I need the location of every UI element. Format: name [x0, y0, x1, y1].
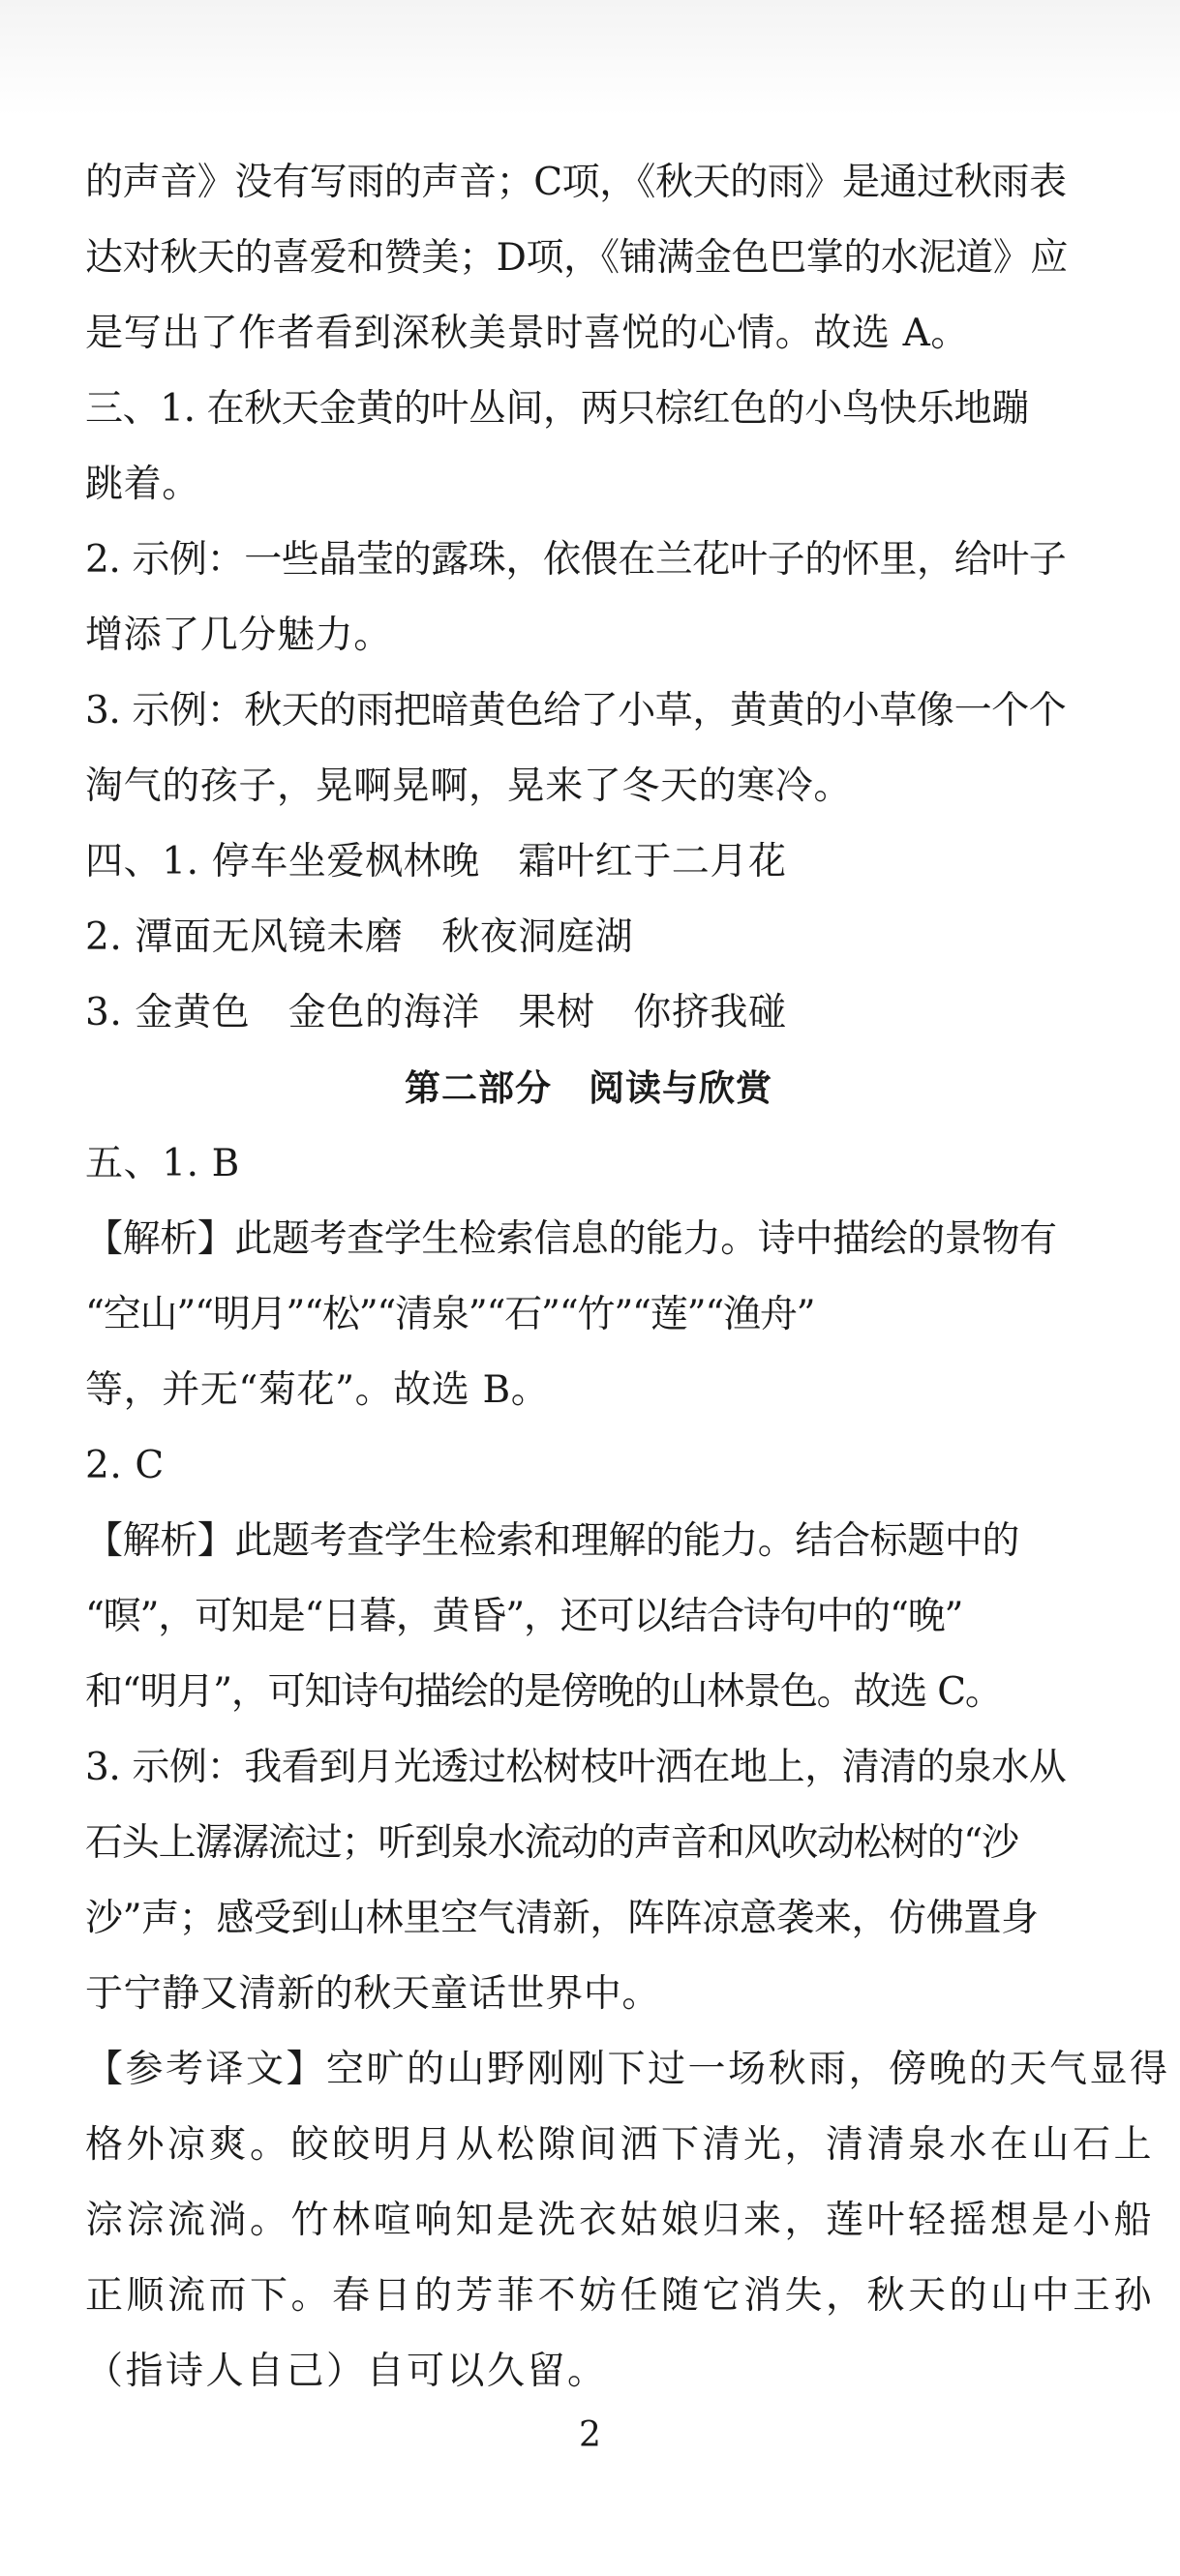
text-line: 3. 示例：秋天的雨把暗黄色给了小草，黄黄的小草像一个个 [85, 689, 1067, 733]
document-page [85, 145, 1170, 2410]
text-line: 三、1. 在秋天金黄的叶丛间，两只棕红色的小鸟快乐地蹦 [85, 387, 1029, 431]
text-line: “空山”“明月”“松”“清泉”“石”“竹”“莲”“渔舟” [85, 1293, 815, 1336]
translation-line: 淙淙流淌。竹林喧响知是洗衣姑娘归来，莲叶轻摇想是小船 [85, 2199, 1156, 2242]
text-line: 跳着。 [85, 463, 200, 506]
translation-line: （指诗人自己）自可以久留。 [85, 2350, 608, 2393]
page-number: 2 [579, 2415, 601, 2455]
text-line: 3. 示例：我看到月光透过松树枝叶洒在地上，清清的泉水从 [85, 1746, 1067, 1789]
text-line: 和“明月”，可知诗句描绘的是傍晚的山林景色。故选 C。 [85, 1670, 1002, 1714]
section-title: 第二部分 阅读与欣赏 [405, 1067, 772, 1109]
text-line: 2. 示例：一些晶莹的露珠，依偎在兰花叶子的怀里，给叶子 [85, 538, 1067, 582]
text-line: 增添了几分魅力。 [85, 614, 392, 657]
translation-line: 【参考译文】空旷的山野刚刚下过一场秋雨，傍晚的天气显得 [85, 2048, 1170, 2091]
text-line: 【解析】此题考查学生检索和理解的能力。结合标题中的 [85, 1519, 1020, 1563]
text-line: “暝”，可知是“日暮，黄昏”，还可以结合诗句中的“晚” [85, 1595, 963, 1638]
text-line: 四、1. 停车坐爱枫林晚 霜叶红于二月花 [85, 840, 787, 884]
translation-line: 格外凉爽。皎皎明月从松隙间洒下清光，清清泉水在山石上 [85, 2123, 1156, 2167]
text-line: 是写出了作者看到深秋美景时喜悦的心情。故选 A。 [85, 312, 969, 355]
translation-line: 正顺流而下。春日的芳菲不妨任随它消失，秋天的山中王孙 [85, 2274, 1156, 2318]
text-line: 2. 潭面无风镜未磨 秋夜洞庭湖 [85, 915, 634, 959]
text-line: 五、1. B [85, 1142, 240, 1185]
text-line: 淘气的孩子，晃啊晃啊，晃来了冬天的寒冷。 [85, 764, 853, 808]
text-line: 达对秋天的喜爱和赞美；D项，《铺满金色巴掌的水泥道》应 [85, 236, 1068, 280]
text-line: 等，并无“菊花”。故选 B。 [85, 1368, 550, 1412]
text-line: 的声音》没有写雨的声音；C项，《秋天的雨》是通过秋雨表 [85, 161, 1067, 204]
text-line: 于宁静又清新的秋天童话世界中。 [85, 1972, 661, 2016]
text-line: 3. 金黄色 金色的海洋 果树 你挤我碰 [85, 991, 787, 1034]
text-line: 石头上潺潺流过；听到泉水流动的声音和风吹动松树的“沙 [85, 1821, 1018, 1865]
text-line: 沙”声；感受到山林里空气清新，阵阵凉意袭来，仿佛置身 [85, 1897, 1039, 1940]
text-line: 【解析】此题考查学生检索信息的能力。诗中描绘的景物有 [85, 1217, 1057, 1261]
text-line: 2. C [85, 1444, 165, 1487]
